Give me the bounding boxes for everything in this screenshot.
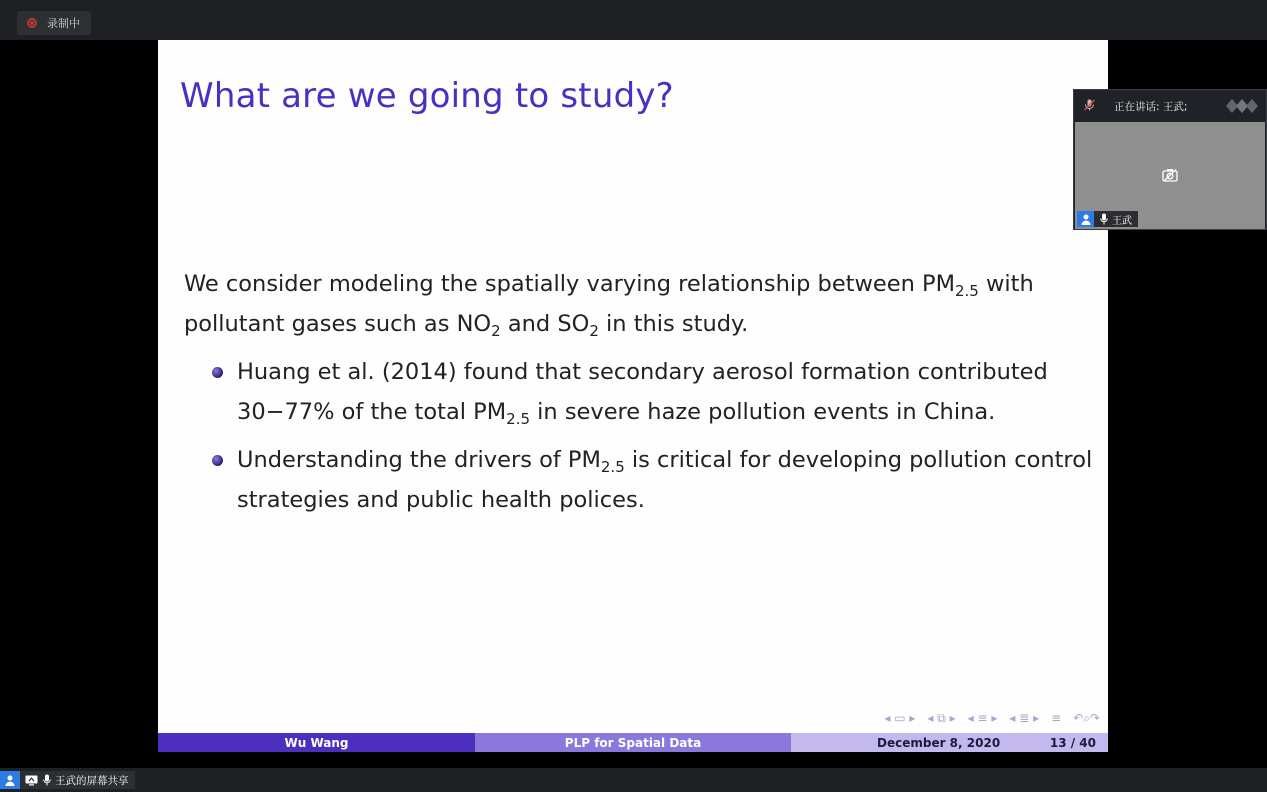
video-panel[interactable] xyxy=(1073,89,1267,230)
bullet-text: Huang et al. (2014) found that secondary aerosol formation contributed xyxy=(237,359,1048,385)
subscript: 2.5 xyxy=(600,458,625,476)
subscript: 2.5 xyxy=(506,410,531,428)
shared-slide xyxy=(158,40,1108,752)
record-icon xyxy=(27,18,37,28)
intro-text: with xyxy=(978,271,1034,297)
bullet-text: is critical for developing pollution control xyxy=(624,447,1093,473)
recording-label: 录制中 xyxy=(47,17,80,30)
video-feed xyxy=(1075,122,1265,229)
bottom-status-bar xyxy=(0,768,1267,792)
video-header xyxy=(1074,90,1267,120)
beamer-navigation xyxy=(884,711,1100,726)
intro-text: We consider modeling the spatially varying relationship between PM xyxy=(184,271,955,297)
microphone-icon xyxy=(43,774,51,786)
nav-toc-icon[interactable]: ◂ ≣ ▸ xyxy=(1009,711,1040,725)
user-icon xyxy=(0,771,20,789)
slide-body xyxy=(184,264,1094,520)
top-toolbar xyxy=(0,0,1267,40)
nav-outline-icon[interactable]: ≡ xyxy=(1051,711,1062,725)
intro-text: and SO xyxy=(500,311,590,337)
subscript: 2 xyxy=(589,322,599,340)
footer-info xyxy=(791,733,1108,752)
bullet-icon xyxy=(212,455,223,466)
participant-name: 王武 xyxy=(1112,215,1132,227)
speaking-indicator: 正在讲话: 王武; xyxy=(1114,101,1188,113)
nav-search-icon[interactable]: ↶⌕↷ xyxy=(1073,711,1100,725)
nav-section-icon[interactable]: ◂ ≡ ▸ xyxy=(967,711,998,725)
subscript: 2.5 xyxy=(954,282,979,300)
muted-mic-icon xyxy=(1084,99,1095,111)
bullet-text: strategies and public health polices. xyxy=(237,487,645,513)
footer-page-number: 13 / 40 xyxy=(1049,735,1096,750)
bullet-item xyxy=(184,352,1094,432)
footer-title: PLP for Spatial Data xyxy=(475,733,791,752)
recording-indicator[interactable] xyxy=(17,11,91,35)
bullet-text: Understanding the drivers of PM xyxy=(237,447,601,473)
footer-author: Wu Wang xyxy=(158,733,475,752)
intro-text: in this study. xyxy=(598,311,749,337)
bullet-text: 30−77% of the total PM xyxy=(237,399,507,425)
bullet-text: in severe haze pollution events in China. xyxy=(530,399,996,425)
screen-share-label: 王武的屏幕共享 xyxy=(55,774,129,787)
screen-share-tag[interactable] xyxy=(0,771,135,789)
slide-title: What are we going to study? xyxy=(180,76,674,116)
footer-date: December 8, 2020 xyxy=(877,735,1001,750)
slide-footer xyxy=(158,733,1108,752)
screen-share-icon xyxy=(25,775,38,786)
app-logo-icon xyxy=(1224,96,1264,116)
microphone-icon xyxy=(1100,213,1108,225)
intro-text: pollutant gases such as NO xyxy=(184,311,492,337)
subscript: 2 xyxy=(491,322,501,340)
bullet-icon xyxy=(212,367,223,378)
intro-paragraph xyxy=(184,264,1094,344)
nav-frame-icon[interactable]: ◂ ▭ ▸ xyxy=(884,711,916,725)
bullet-item xyxy=(184,440,1094,520)
nav-subsection-icon[interactable]: ◂ ⧉ ▸ xyxy=(927,711,956,725)
participant-tag xyxy=(1077,211,1138,227)
user-icon xyxy=(1077,211,1094,227)
camera-off-icon xyxy=(1162,168,1178,182)
